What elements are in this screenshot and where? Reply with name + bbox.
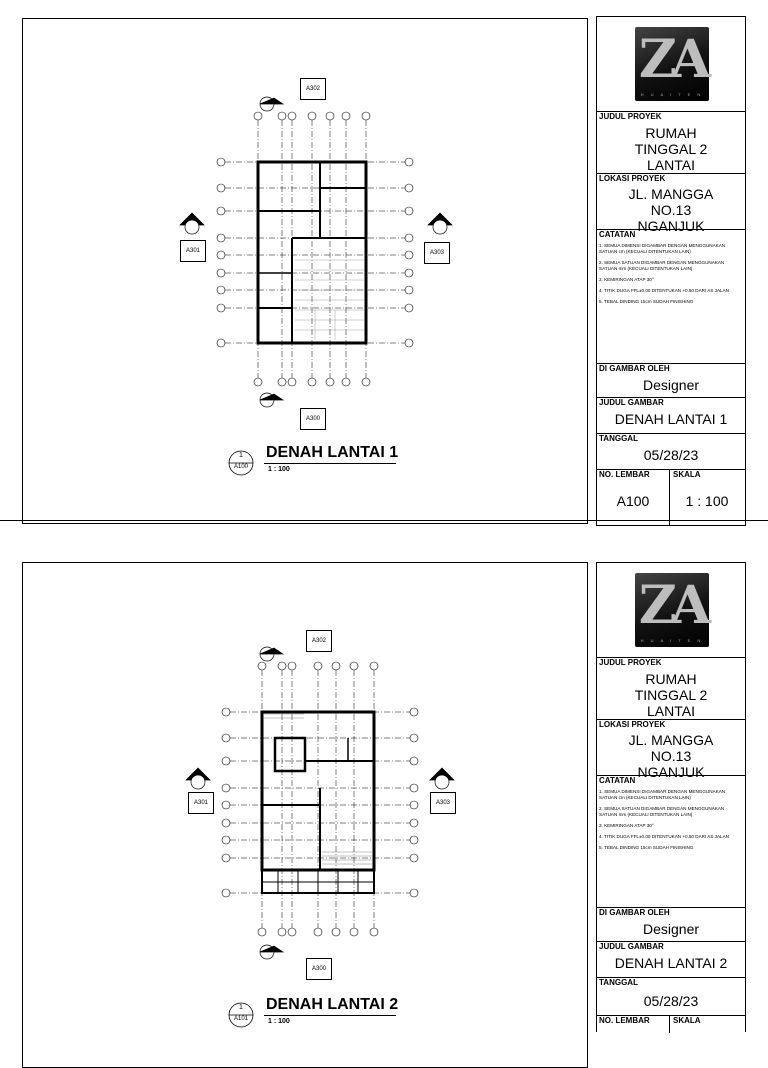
notes-row [597,229,745,364]
notes-label: CATATAN [599,776,636,785]
scale-label: SKALA [673,1016,701,1025]
drawing-sheet-2 [0,540,768,1060]
drawn-by-row [597,363,745,398]
drawing-title-value: DENAH LANTAI 2 [614,955,728,971]
note-item: 3. KEMIRINGAN ATAP 30° [599,823,654,828]
section-ref-right[interactable]: A303 [430,792,456,814]
drawing-title-row [597,397,745,434]
drawn-by-row [597,907,745,942]
project-title-value: RUMAH TINGGAL 2 LANTAI [634,671,708,719]
note-item: 4. TITIK DUGA FFL±0.00 DITENTUKAN +0.50 DARI AS JALAN [599,834,729,839]
plan-bubble-ref: A101 [233,1016,248,1022]
company-logo: ZA H U A I T E N [635,573,709,647]
notes-row [597,775,745,908]
scale-value: 1 : 100 [685,493,729,509]
section-ref-left[interactable]: A301 [188,792,214,814]
section-ref-right[interactable]: A303 [424,242,450,264]
drawing-title-label: JUDUL GAMBAR [599,398,664,407]
drawn-by-value: Designer [642,921,700,937]
notes-list [599,789,743,856]
drawing-title-row [597,941,745,978]
project-location-label: LOKASI PROYEK [599,720,666,729]
note-item: 1. SEMUA DIMENSI DIGAMBAR DENGAN MENGGUNAKAN SATUAN cm (KECUALI DITENTUKAN LAIN) [599,789,726,800]
date-value: 05/28/23 [643,993,699,1009]
project-location-label: LOKASI PROYEK [599,174,666,183]
project-title-row [597,111,745,174]
project-location-value: JL. MANGGA NO.13 NGANJUK [628,186,714,234]
floor-plan-2 [170,620,470,990]
section-ref-top[interactable]: A302 [300,78,326,100]
plan-title-underline [264,463,396,464]
plan-bubble-ref: A100 [233,464,248,470]
note-item: 5. TEBAL DINDING 15cm SUDAH FINISHING [599,845,694,850]
project-title-label: JUDUL PROYEK [599,112,662,121]
sheet-no-value: A100 [616,493,650,509]
section-ref-bottom[interactable]: A300 [300,408,326,430]
date-value: 05/28/23 [643,447,699,463]
note-item: 5. TEBAL DINDING 15cm SUDAH FINISHING [599,299,694,304]
drawn-by-label: DI GAMBAR OLEH [599,908,670,917]
note-item: 1. SEMUA DIMENSI DIGAMBAR DENGAN MENGGUNAKAN SATUAN cm (KECUALI DITENTUKAN LAIN) [599,243,726,254]
note-item: 4. TITIK DUGA FFL±0.00 DITENTUKAN +0.50 DARI AS JALAN [599,288,729,293]
date-label: TANGGAL [599,978,638,987]
title-block [596,562,746,1032]
section-ref-left[interactable]: A301 [180,240,206,262]
plan-bubble-number: 1 [239,452,243,459]
title-block [596,16,746,526]
sheet-no-label: NO. LEMBAR [599,470,650,479]
scale-label: SKALA [673,470,701,479]
plan-scale: 1 : 100 [268,466,290,473]
plan-scale: 1 : 100 [268,1018,290,1025]
drawn-by-label: DI GAMBAR OLEH [599,364,670,373]
project-location-row [597,719,745,780]
date-row [597,433,745,470]
plan-title: DENAH LANTAI 1 [266,444,399,461]
plan-bubble-number: 1 [239,1004,243,1011]
project-location-row [597,173,745,234]
notes-label: CATATAN [599,230,636,239]
section-ref-top[interactable]: A302 [306,630,332,652]
logo-area [597,17,745,112]
logo-area [597,563,745,658]
plan-title-underline [264,1015,396,1016]
project-title-row [597,657,745,720]
note-item: 2. SEMUA SATUAN DIGAMBAR DENGAN MENGGUNAKAN SATUAN mm (KECUALI DITENTUKAN LAIN) [599,806,725,817]
section-ref-bottom[interactable]: A300 [306,958,332,980]
drawn-by-value: Designer [642,377,700,393]
sheet-scale-row [597,1015,745,1033]
drawing-title-label: JUDUL GAMBAR [599,942,664,951]
date-label: TANGGAL [599,434,638,443]
sheet-no-label: NO. LEMBAR [599,1016,650,1025]
date-row [597,977,745,1016]
drawing-sheet-1 [0,0,768,521]
plan-title: DENAH LANTAI 2 [266,996,399,1013]
notes-list [599,243,743,310]
company-logo: ZA H U A I T E N [635,27,709,101]
drawing-title-value: DENAH LANTAI 1 [614,411,728,427]
project-title-value: RUMAH TINGGAL 2 LANTAI [634,125,708,173]
sheet-scale-row [597,469,745,525]
project-location-value: JL. MANGGA NO.13 NGANJUK [628,732,714,780]
note-item: 2. SEMUA SATUAN DIGAMBAR DENGAN MENGGUNAKAN SATUAN mm (KECUALI DITENTUKAN LAIN) [599,260,725,271]
note-item: 3. KEMIRINGAN ATAP 30° [599,277,654,282]
project-title-label: JUDUL PROYEK [599,658,662,667]
